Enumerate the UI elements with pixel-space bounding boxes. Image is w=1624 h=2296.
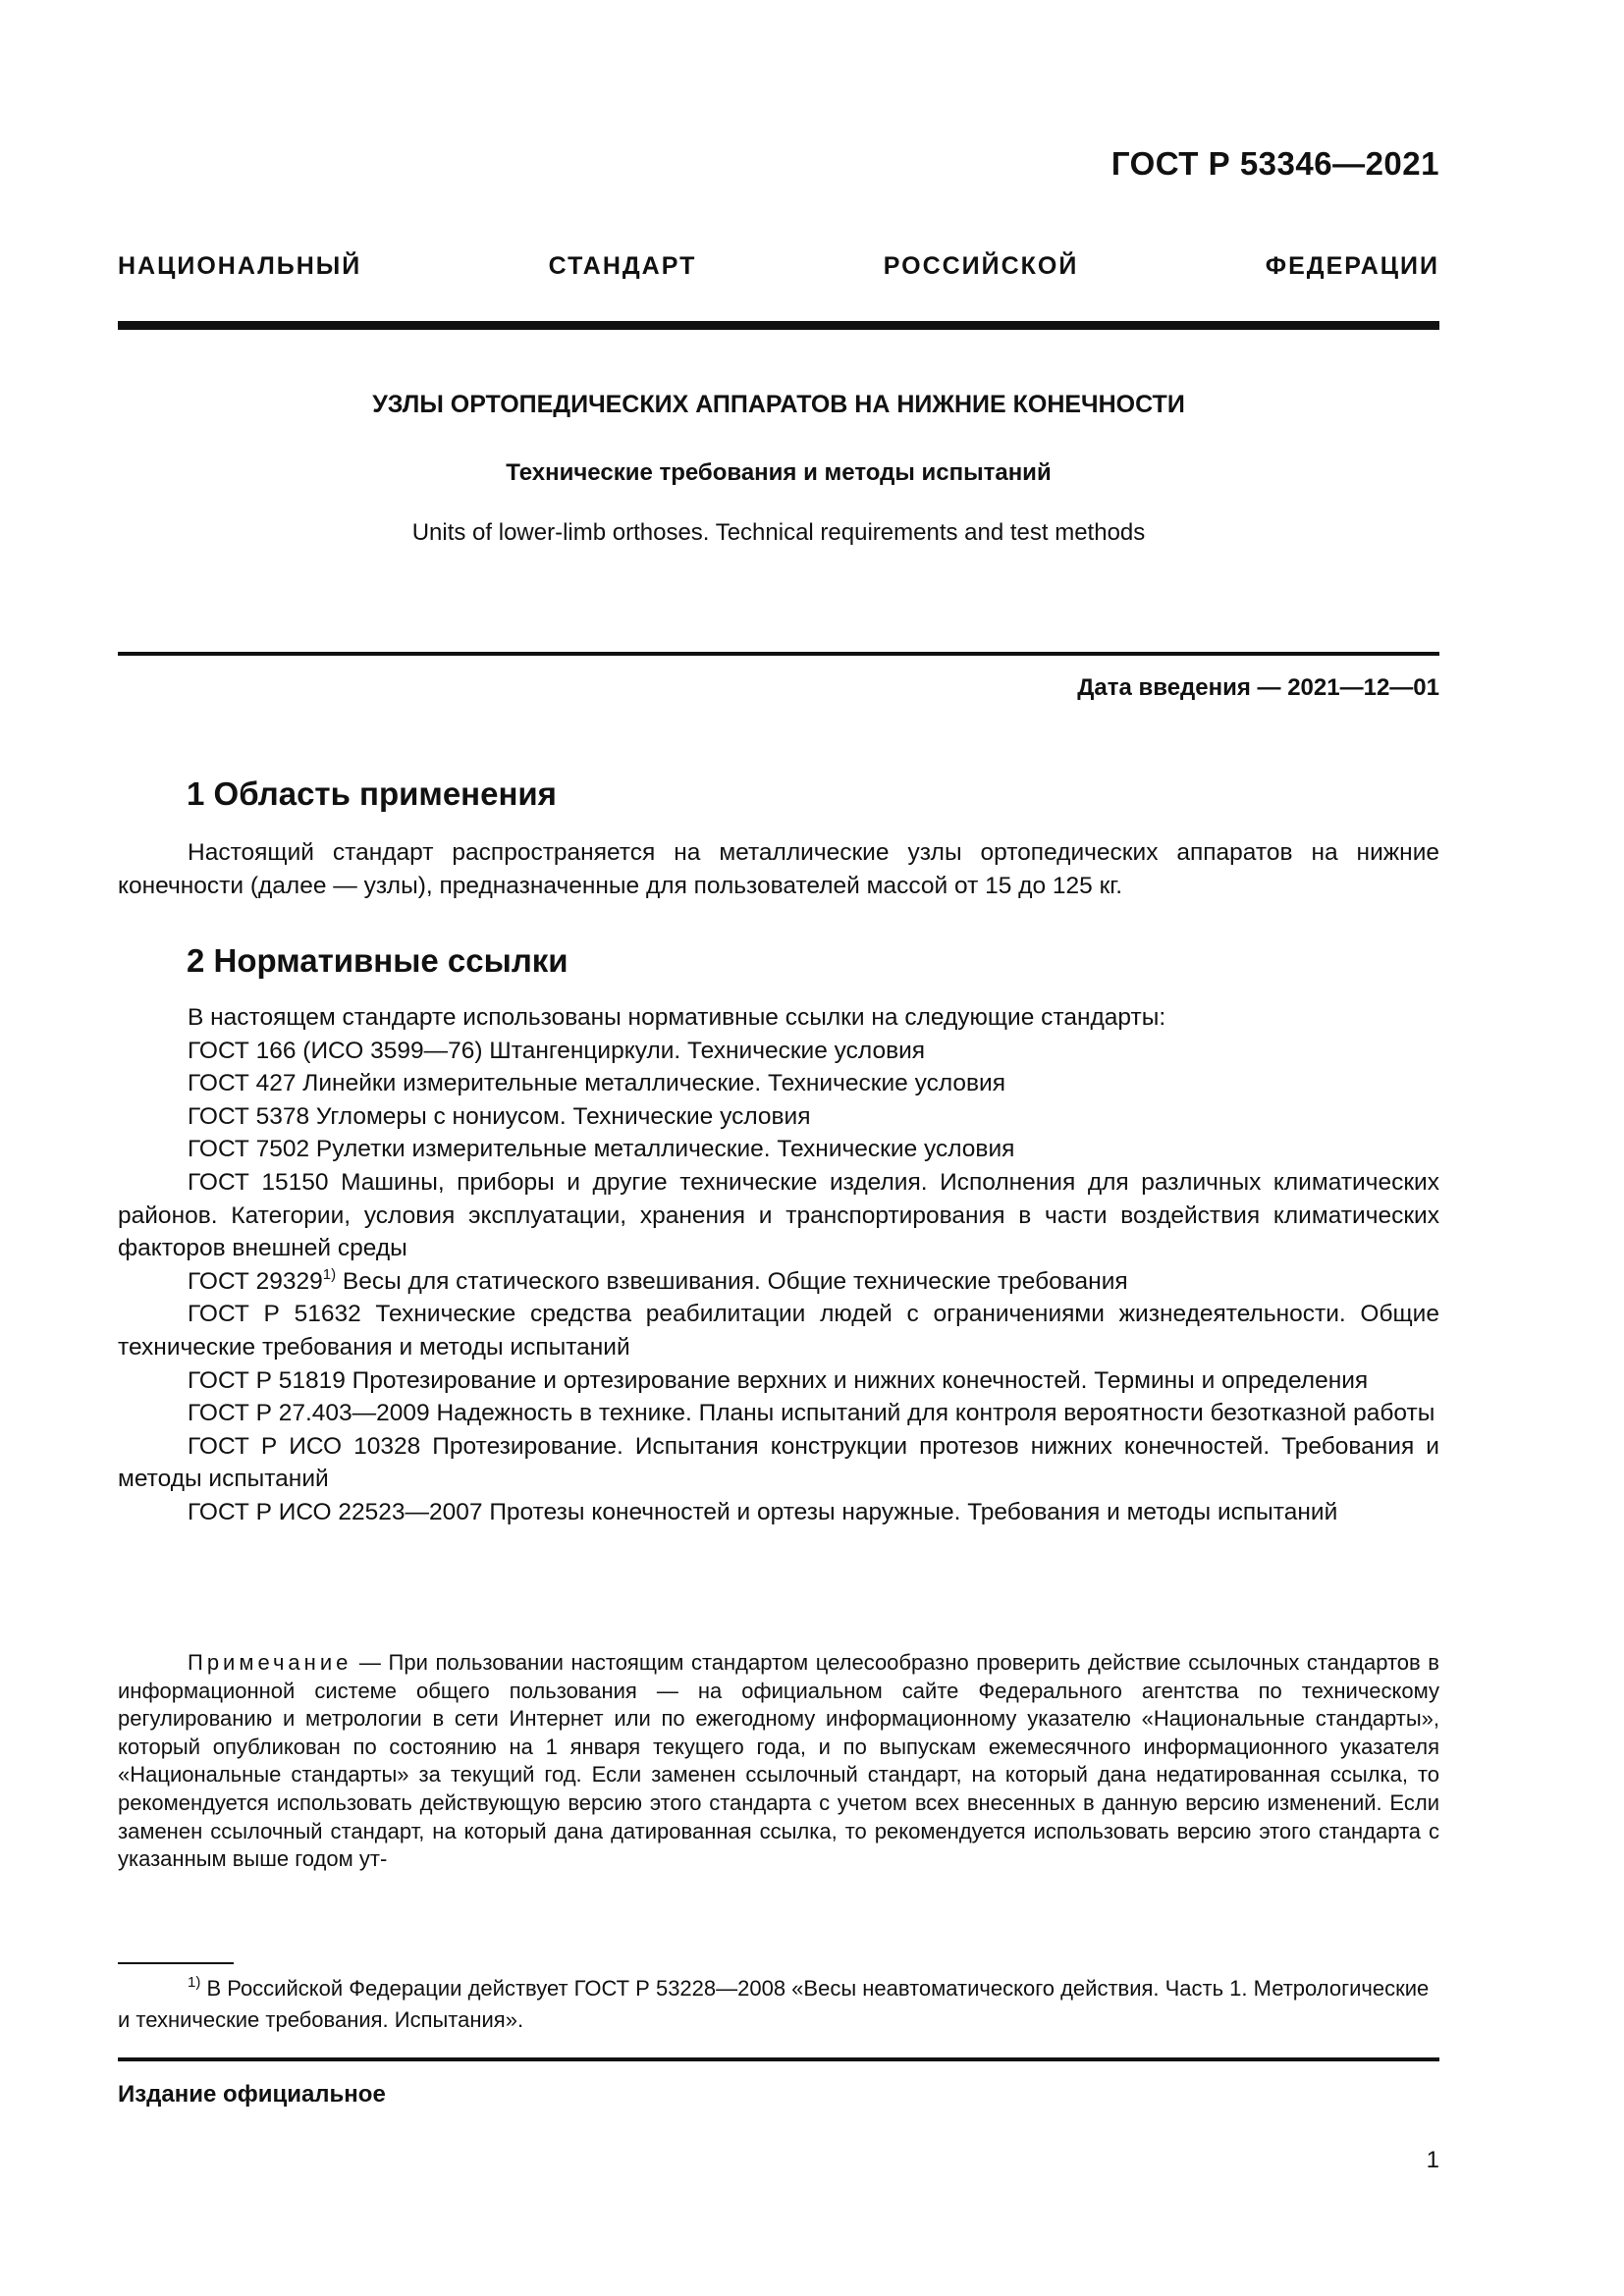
reference-item: ГОСТ Р ИСО 22523—2007 Протезы конечностей и ортезы наружные. Требования и методы испытаний: [188, 1498, 1338, 1525]
footnote: [118, 1973, 1439, 2036]
official-edition-label: Издание официальное: [118, 2081, 386, 2108]
note-text: — При пользовании настоящим стандартом целесообразно проверить действие ссылочных стандартов в информационной системе общего пользования — на официальном сайте Федерального агентства по техническому регулированию и метрологии в сети Интернет или по ежегодному информационному указателю «Национальные стандарты», который опубликован по состоянию на 1 января текущего года, и по выпускам ежемесячного информационного указателя «Национальные стандарты» за текущий год. Если заменен ссылочный стандарт, на который дана недатированная ссылка, то рекомендуется использовать действующую версию этого стандарта с учетом всех внесенных в данную версию изменений. Если заменен ссылочный стандарт, на который дана датированная ссылка, то рекомендуется использовать версию этого стандарта с указанным выше годом ут-: [118, 1650, 1439, 1872]
reference-item: ГОСТ 7502 Рулетки измерительные металлические. Технические условия: [188, 1136, 1015, 1163]
normative-references: [118, 1001, 1439, 1529]
references-note: [118, 1649, 1439, 1874]
document-number: ГОСТ Р 53346—2021: [1110, 145, 1439, 182]
section-1-heading: 1 Область применения: [187, 775, 557, 812]
footnote-number: 1): [188, 1973, 201, 1991]
footer-rule: [118, 2057, 1439, 2061]
national-standard-banner: НАЦИОНАЛЬНЫЙ СТАНДАРТ РОССИЙСКОЙ ФЕДЕРАЦИИ: [118, 252, 1439, 280]
reference-item: ГОСТ Р 27.403—2009 Надежность в технике. Планы испытаний для контроля вероятности безотказной работы: [188, 1400, 1435, 1427]
header-rule: [118, 321, 1439, 330]
footnote-rule: [118, 1962, 234, 1964]
page-number: 1: [1426, 2147, 1439, 2173]
footnote-marker: 1): [322, 1265, 337, 1283]
reference-item: ГОСТ Р 51819 Протезирование и ортезирование верхних и нижних конечностей. Термины и определения: [188, 1366, 1369, 1394]
title-rule: [118, 652, 1439, 656]
note-label: Примечание: [188, 1650, 352, 1675]
reference-item: ГОСТ 29329$^{1)}$ Весы для статического взвешивания. Общие технические требования: [188, 1265, 1128, 1295]
reference-item: ГОСТ Р ИСО 10328 Протезирование. Испытания конструкции протезов нижних конечностей. Требования и методы испытаний: [118, 1432, 1439, 1493]
reference-item: ГОСТ 166 (ИСО 3599—76) Штангенциркули. Технические условия: [188, 1037, 926, 1064]
reference-item: ГОСТ 5378 Угломеры с нониусом. Технические условия: [188, 1102, 811, 1130]
footnote-text: В Российской Федерации действует ГОСТ Р 53228—2008 «Весы неавтоматического действия. Часть 1. Метрологические и технические требования. Испытания».: [118, 1976, 1430, 2032]
document-title: УЗЛЫ ОРТОПЕДИЧЕСКИХ АППАРАТОВ НА НИЖНИЕ КОНЕЧНОСТИ: [372, 391, 1185, 418]
reference-item: ГОСТ 427 Линейки измерительные металлические. Технические условия: [188, 1070, 1005, 1097]
reference-item: ГОСТ 15150 Машины, приборы и другие технические изделия. Исполнения для различных климатических районов. Категории, условия эксплуатации, хранения и транспортирования в части воздействия климатических факторов внешней среды: [118, 1168, 1439, 1262]
english-title: Units of lower-limb orthoses. Technical requirements and test methods: [411, 519, 1146, 546]
section-1-body: [118, 836, 1439, 902]
section-2-heading: 2 Нормативные ссылки: [187, 942, 568, 979]
reference-item: ГОСТ Р 51632 Технические средства реабилитации людей с ограничениями жизнедеятельности. Общие технические требования и методы испытаний: [118, 1301, 1439, 1361]
references-lead: В настоящем стандарте использованы нормативные ссылки на следующие стандарты:: [188, 1004, 1166, 1031]
introduction-date: Дата введения — 2021—12—01: [1077, 674, 1439, 701]
section-1-paragraph: Настоящий стандарт распространяется на металлические узлы ортопедических аппаратов на нижние конечности (далее — узлы), предназначенные для пользователей массой от 15 до 125 кг.: [118, 839, 1439, 899]
document-subtitle: Технические требования и методы испытаний: [506, 459, 1052, 486]
